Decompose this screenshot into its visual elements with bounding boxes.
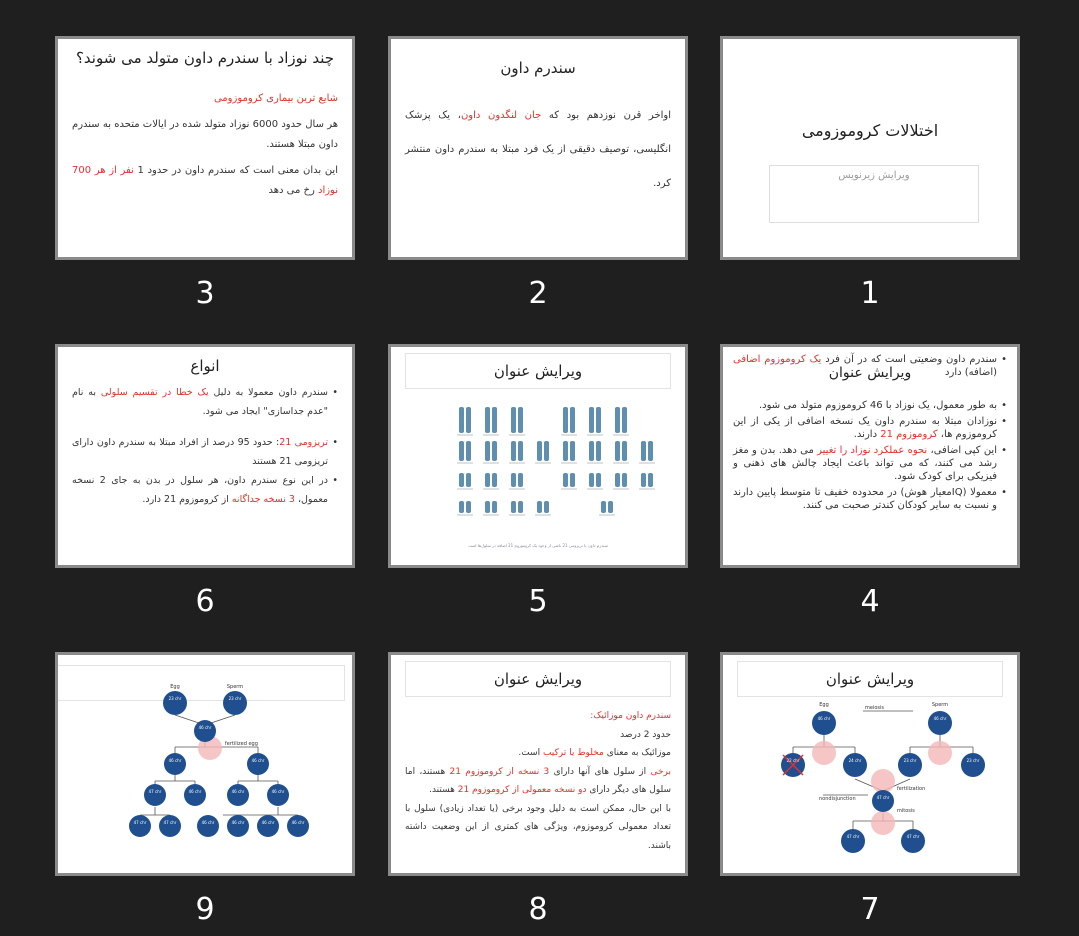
chromosome: [459, 501, 464, 513]
bullet-item: • سندرم داون معمولا به دلیل یک خطا در تقسیم سلولی به نام "عدم جداسازی" ایجاد می شود.: [72, 383, 338, 421]
chr-label: 46 chr: [261, 820, 275, 825]
sperm-label: Sperm: [931, 702, 949, 708]
subtitle-placeholder: ویرایش زیرنویس: [769, 165, 979, 223]
chromosome: [563, 407, 568, 433]
slide-title: ویرایش عنوان: [828, 365, 912, 381]
chr-label: 23 chr: [168, 696, 182, 701]
chromosome: [492, 441, 497, 461]
chr-label: 47 chr: [133, 820, 147, 825]
slide-thumbnail-2[interactable]: [388, 36, 688, 260]
slide-text: موزائیک به معنای مخلوط یا ترکیب است.: [518, 748, 671, 758]
chromosome: [511, 501, 516, 513]
chr-label: 47 chr: [846, 834, 860, 839]
chr-label: 46 chr: [933, 716, 947, 721]
slide-title: چند نوزاد با سندرم داون متولد می شوند؟: [75, 49, 335, 67]
chromosome: [596, 441, 601, 461]
fertilization-diagram: [58, 655, 352, 873]
meiosis-label: meiosis: [865, 705, 884, 711]
chromosome: [648, 473, 653, 487]
chromosome: [466, 473, 471, 487]
fertilized-label: fertilized egg: [225, 741, 258, 747]
chromosome: [615, 407, 620, 433]
mitosis-label: mitosis: [897, 808, 915, 814]
slide-number: 6: [195, 584, 215, 619]
chromosome: [641, 473, 646, 487]
slide-thumbnail-1[interactable]: [720, 36, 1020, 260]
chromosome: [615, 473, 620, 487]
chr-label: 24 chr: [848, 758, 862, 763]
slide-title: ویرایش عنوان: [405, 661, 671, 697]
chr-label: 23 chr: [228, 696, 242, 701]
slide-text: با این حال، ممکن است به دلیل وجود برخی (یا تعداد زیادی) سلول با تعداد معمولی کروموزوم، ویژگی های کمتری از این وضعیت داشته باشند.: [405, 803, 671, 851]
egg-label: Egg: [170, 684, 180, 690]
slide-title: سندرم داون: [500, 59, 576, 77]
chromosome: [466, 441, 471, 461]
chr-label: 46 chr: [188, 789, 202, 794]
chr-label: 23 chr: [903, 758, 917, 763]
chr-label: 46 chr: [251, 758, 265, 763]
chromosome: [601, 501, 606, 513]
chr-label: 22 chr: [786, 758, 800, 763]
chromosome: [485, 473, 490, 487]
bullet-item: • معمولا (IQمعیار هوش) در محدوده خفیف تا متوسط پایین دارند و نسبت به سایر کودکان کندتر صحبت می کنند.: [733, 486, 1007, 512]
chromosome: [511, 441, 516, 461]
chromosome: [466, 501, 471, 513]
slide-text: هر سال حدود 6000 نوزاد متولد شده در ایالات متحده به سندرم داون مبتلا هستند.: [72, 119, 339, 150]
chr-label: 23 chr: [966, 758, 980, 763]
chromosome: [518, 473, 523, 487]
chromosome: [544, 441, 549, 461]
slide-title: انواع: [190, 357, 220, 375]
chromosome: [492, 407, 497, 433]
chr-label: 47 chr: [876, 795, 890, 800]
slide-thumbnail-9[interactable]: [55, 652, 355, 876]
chromosome: [563, 441, 568, 461]
slide-number: 9: [195, 892, 215, 927]
chromosome: [596, 473, 601, 487]
chromosome: [518, 501, 523, 513]
bullet-item: • نوزادان مبتلا به سندرم داون یک نسخه اضافی از یکی از این کروموزوم ها، کروموزوم 21 دارند.: [733, 415, 1007, 441]
bullet-item: • در این نوع سندرم داون، هر سلول در بدن به جای 2 نسخه معمول، 3 نسخه جداگانه از کروموزوم 21 دارد.: [72, 471, 338, 509]
chromosome: [518, 407, 523, 433]
chromosome: [459, 441, 464, 461]
karyotype-image: [391, 397, 685, 567]
chromosome: [596, 407, 601, 433]
slide-text: اواخر قرن نوزدهم بود که جان لنگدون داون، یک پزشک انگلیسی، توصیف دقیقی از یک فرد مبتلا به سندرم داون منتشر کرد.: [405, 110, 672, 189]
chromosome: [485, 407, 490, 433]
sperm-label: Sperm: [226, 684, 244, 690]
chr-label: 46 chr: [198, 725, 212, 730]
chromosome: [459, 407, 464, 433]
chr-label: 46 chr: [291, 820, 305, 825]
nondisjunction-diagram: [723, 701, 1017, 873]
fertilization-label: fertilization: [897, 786, 926, 792]
nondisjunction-label: nondisjunction: [819, 796, 856, 802]
chromosome: [511, 407, 516, 433]
chromosome: [511, 473, 516, 487]
slide-thumbnail-6[interactable]: [55, 344, 355, 568]
chr-label: 46 chr: [168, 758, 182, 763]
slide-number: 4: [860, 584, 880, 619]
chromosome: [570, 441, 575, 461]
chromosome: [622, 473, 627, 487]
slide-title: اختلالات کروموزومی: [801, 121, 939, 140]
slide-thumbnail-5[interactable]: [388, 344, 688, 568]
slide-title: ویرایش عنوان: [737, 661, 1003, 697]
chromosome: [641, 441, 646, 461]
slide-text: این بدان معنی است که سندرم داون در حدود 1 نفر از هر 700 نوزاد رخ می دهد: [72, 165, 338, 196]
slide-thumbnail-7[interactable]: [720, 652, 1020, 876]
chromosome: [589, 473, 594, 487]
slide-number: 7: [860, 892, 880, 927]
bullet-item: • سندرم داون وضعیتی است که در آن فرد یک کروموزوم اضافی (اضافه) دارد: [733, 353, 1007, 379]
slide-thumbnail-4[interactable]: [720, 344, 1020, 568]
chr-label: 47 chr: [906, 834, 920, 839]
slide-text: برخی از سلول های آنها دارای 3 نسخه از کروموزوم 21 هستند، اما سلول های دیگر دارای دو نسخه معمولی از کروموزوم 21 هستند.: [405, 766, 672, 795]
chromosome: [492, 501, 497, 513]
bullet-item: • تریزومی 21: حدود 95 درصد از افراد مبتلا به سندرم داون دارای تریزومی 21 هستند: [72, 433, 338, 471]
chr-label: 46 chr: [271, 789, 285, 794]
chromosome: [537, 441, 542, 461]
image-caption: سندرم داون یا تریزومی 21 ناشی از وجود یک کروموزوم 21 اضافه در سلول‌ها است: [468, 543, 608, 548]
chromosome: [563, 473, 568, 487]
slide-number: 5: [528, 584, 548, 619]
chromosome: [589, 441, 594, 461]
chromosome: [622, 441, 627, 461]
slide-number: 2: [528, 276, 548, 311]
chromosome: [537, 501, 542, 513]
chromosome: [648, 441, 653, 461]
bullet-item: • این کپی اضافی، نحوه عملکرد نوزاد را تغییر می دهد. بدن و مغز رشد می کنند، که می تواند باعث ایجاد چالش های ذهنی و فیزیکی برای کودک شود.: [733, 444, 1007, 483]
chr-label: 46 chr: [817, 716, 831, 721]
chromosome: [466, 407, 471, 433]
chromosome: [485, 501, 490, 513]
chr-label: 47 chr: [163, 820, 177, 825]
chromosome: [570, 473, 575, 487]
slide-number: 1: [860, 276, 880, 311]
bullet-item: • به طور معمول، یک نوزاد با 46 کروموزوم متولد می شود.: [733, 399, 1007, 412]
chromosome: [589, 407, 594, 433]
chromosome: [544, 501, 549, 513]
slide-text: حدود 2 درصد: [620, 729, 671, 740]
chromosome: [518, 441, 523, 461]
chr-label: 47 chr: [148, 789, 162, 794]
chromosome: [570, 407, 575, 433]
slide-title: ویرایش عنوان: [405, 353, 671, 389]
slide-thumbnail-3[interactable]: [55, 36, 355, 260]
chromosome: [459, 473, 464, 487]
chromosome: [622, 407, 627, 433]
chr-label: 46 chr: [231, 789, 245, 794]
slide-number: 3: [195, 276, 215, 311]
chr-label: 46 chr: [231, 820, 245, 825]
chromosome: [615, 441, 620, 461]
slide-text: سندرم داون موزائیک:: [590, 711, 671, 721]
slide-thumbnail-8[interactable]: [388, 652, 688, 876]
egg-label: Egg: [819, 702, 829, 708]
chr-label: 46 chr: [201, 820, 215, 825]
chromosome: [485, 441, 490, 461]
chromosome: [608, 501, 613, 513]
slide-number: 8: [528, 892, 548, 927]
slide-text: شایع ترین بیماری کروموزومی: [213, 93, 338, 104]
chromosome: [492, 473, 497, 487]
